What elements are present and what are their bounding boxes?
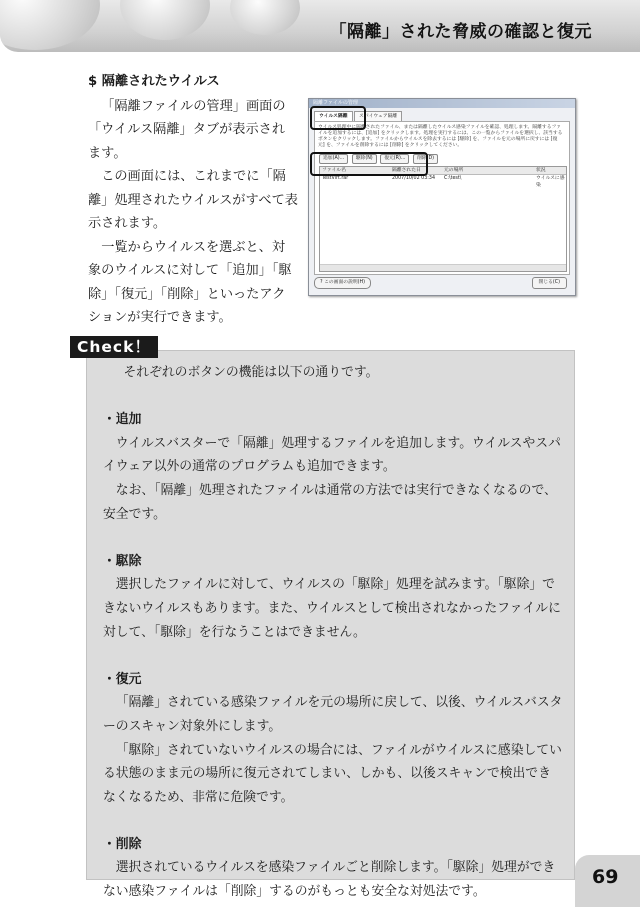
page-header	[0, 0, 640, 52]
list-item[interactable]	[320, 175, 566, 188]
section-paragraph: 選択したファイルに対して、ウイルスの「駆除」処理を試みます。「駆除」できないウイルスもあります。また、ウイルスとして検出されなかったファイルに対して、「駆除」を行なうことはできません。	[103, 577, 561, 640]
intro-text	[88, 70, 298, 330]
row-location: C:\test\	[444, 176, 462, 181]
section-title-clean: ・駆除	[103, 553, 142, 569]
delete-button[interactable]: 削除(D)	[413, 154, 438, 164]
column-status[interactable]: 状況	[536, 168, 546, 173]
decorative-bubble	[230, 0, 300, 35]
decorative-bubble	[0, 0, 100, 50]
section-title: 「隔離」された脅威の確認と復元	[329, 22, 592, 42]
dialog-description: ウイルス処理中に隔離されたファイル、または隔離したウイルス感染ファイルを確認、処理します。隔離するファイルを追加するには、[追加] をクリックします。処理を実行するには、この一覧からファイルを選択し、該当するボタンをクリックします。ファイルからウイルスを除去するには [駆除] を、ファイルを元の場所に戻すには [復元] を、ファイルを削除するには [削除] をクリックしてください。	[318, 125, 563, 148]
check-box	[86, 350, 575, 900]
row-filename: TestVirt.rar	[322, 176, 349, 181]
column-filename[interactable]: ファイル名	[322, 168, 346, 173]
dialog-titlebar: 隔離ファイルの管理	[309, 99, 575, 108]
section-paragraph: 選択されているウイルスを感染ファイルごと削除します。「駆除」処理ができない感染ファイルは「削除」するのがもっとも安全な対処法です。	[103, 860, 556, 900]
tab-spyware-quarantine[interactable]: スパイウェア隔離	[354, 111, 402, 122]
check-intro: それぞれのボタンの機能は以下の通りです。	[123, 365, 379, 380]
decorative-bubble	[120, 0, 210, 40]
tab-callout	[310, 106, 366, 130]
buttons-callout	[310, 152, 428, 176]
intro-paragraph: この画面には、これまでに「隔離」処理されたウイルスがすべて表示されます。	[88, 169, 298, 231]
section-title-add: ・追加	[103, 412, 142, 428]
help-button[interactable]	[314, 277, 371, 289]
help-button-label: この画面の説明(H)	[324, 280, 366, 285]
restore-button[interactable]: 復元(R)...	[380, 154, 409, 164]
intro-paragraph: 一覧からウイルスを選ぶと、対象のウイルスに対して「追加」「駆除」「復元」「削除」といったアクションが実行できます。	[88, 239, 292, 325]
section-paragraph: ウイルスバスターで「隔離」処理するファイルを追加します。ウイルスやスパイウェア以外の通常のプログラムも追加できます。	[103, 435, 561, 475]
row-status: ウイルスに感染	[536, 176, 565, 188]
column-date[interactable]: 隔離された日	[392, 168, 421, 173]
horizontal-scrollbar[interactable]	[320, 264, 566, 271]
intro-heading: $ 隔離されたウイルス	[88, 74, 220, 89]
tab-virus-quarantine[interactable]: ウイルス隔離	[314, 111, 353, 122]
add-button[interactable]: 追加(A)...	[319, 154, 348, 164]
section-paragraph: 「隔離」されている感染ファイルを元の場所に戻して、以後、ウイルスバスターのスキャン対象外にします。	[103, 695, 563, 734]
section-paragraph: 「駆除」されていないウイルスの場合には、ファイルがウイルスに感染している状態のまま元の場所に復元されてしまい、しかも、以後スキャンで検出できなくなるため、非常に危険です。	[103, 742, 562, 805]
row-date: 2007/10/02 03:34	[392, 176, 435, 181]
check-label: Check！	[70, 336, 158, 358]
check-body	[103, 361, 563, 904]
section-paragraph: なお、「隔離」処理されたファイルは通常の方法では実行できなくなるので、安全です。	[103, 482, 557, 522]
column-location[interactable]: 元の場所	[444, 168, 464, 173]
dialog-panel	[314, 121, 570, 275]
quarantine-list[interactable]	[319, 166, 567, 272]
page-number: 69	[592, 866, 619, 888]
help-icon: ?	[320, 280, 323, 285]
close-button[interactable]: 閉じる(C)	[532, 277, 567, 289]
clean-button[interactable]: 駆除(N)	[352, 154, 377, 164]
intro-paragraph: 「隔離ファイルの管理」画面の「ウイルス隔離」タブが表示されます。	[88, 98, 286, 161]
section-title-restore: ・復元	[103, 671, 142, 687]
section-title-delete: ・削除	[103, 836, 142, 852]
